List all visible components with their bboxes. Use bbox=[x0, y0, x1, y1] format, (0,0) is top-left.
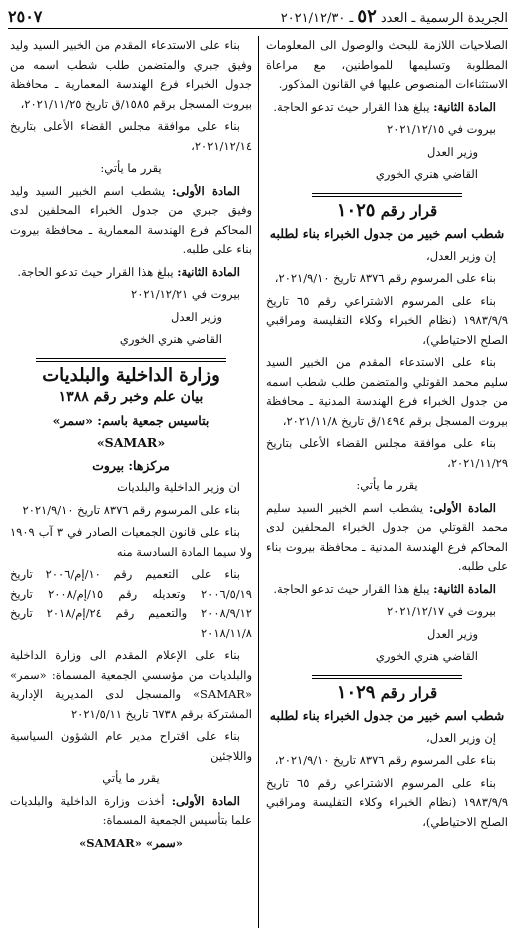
minister-title: وزير العدل bbox=[171, 309, 222, 324]
paragraph: بناء على المرسوم رقم ٨٣٧٦ تاريخ ٢٠٢١/٩/١٠، bbox=[274, 753, 496, 767]
column-divider bbox=[258, 36, 259, 928]
paragraph: ان وزير الداخلية والبلديات bbox=[117, 480, 240, 494]
minister-title: وزير العدل bbox=[427, 144, 478, 159]
minister-name: القاضي هنري الخوري bbox=[119, 332, 222, 346]
paragraph: إن وزير العدل، bbox=[426, 730, 496, 745]
page-number: ٢٥٠٧ bbox=[8, 6, 43, 26]
section-separator bbox=[312, 675, 462, 679]
page-header bbox=[8, 4, 508, 29]
notice-subtitle: بتاسيس جمعية باسم: «سمر» bbox=[52, 412, 210, 428]
place-date: بيروت في ٢٠٢١/١٢/١٥ bbox=[387, 122, 496, 136]
minister-name: القاضي هنري الخوري bbox=[375, 649, 478, 663]
decides-heading: يقرر ما يأتي bbox=[102, 771, 160, 785]
left-column bbox=[10, 36, 252, 856]
article-two: المادة الثانية: يبلغ هذا القرار حيث تدعو الحاجة. bbox=[273, 99, 496, 114]
ministry-heading: وزارة الداخلية والبلديات bbox=[42, 364, 220, 386]
header-date: ـ ٢٠٢١/١٢/٣٠ bbox=[280, 10, 354, 26]
association-name: «سمر» «SAMAR» bbox=[79, 835, 183, 850]
notice-latin-name: «SAMAR» bbox=[96, 435, 166, 450]
article-one: المادة الأولى: يشطب اسم الخبير السيد وليد وفيق جبري من جدول الخبراء المحلفين لدى المحاكم فرع الهندسة المعمارية ـ محافظة بيروت بناء على طلبه. bbox=[10, 183, 252, 256]
paragraph: بناء على الاستدعاء المقدم من الخبير السيد وليد وفيق جبري والمتضمن طلب شطب اسمه من جدول الخبراء فرع الهندسة المعمارية ـ محافظة بيروت المسجل برقم ١٥٨٥/ق تاريخ ٢٠٢١/١١/٢٥، bbox=[10, 38, 252, 111]
paragraph: بناء على التعميم رقم ١٠/إم/٢٠٠٦ تاريخ ٢٠٠٦/٥/١٩ وتعديله رقم ١٥/إم/٢٠٠٨ تاريخ ٢٠٠٨/٩/١٢ والتعميم رقم ٢٤/إم/٢٠١٨ تاريخ ٢٠١٨/١١/٨ bbox=[10, 567, 252, 640]
article-one: المادة الأولى: أخذت وزارة الداخلية والبلديات علما بتأسيس الجمعية المسماة: bbox=[10, 793, 252, 827]
paragraph: إن وزير العدل، bbox=[426, 248, 496, 263]
right-column bbox=[266, 36, 508, 835]
paragraph: بناء على المرسوم الاشتراعي رقم ٦٥ تاريخ ١٩٨٣/٩/٩ (نظام الخبراء وكلاء التفليسة ومراقبي الصلح الاحتياطي)، bbox=[266, 775, 508, 829]
decides-heading: يقرر ما يأتي: bbox=[100, 161, 162, 175]
paragraph: بناء على قانون الجمعيات الصادر في ٣ آب ١٩٠٩ ولا سيما المادة السادسة منه bbox=[10, 525, 252, 559]
paragraph: بناء على المرسوم الاشتراعي رقم ٦٥ تاريخ ١٩٨٣/٩/٩ (نظام الخبراء وكلاء التفليسة ومراقبي الصلح الاحتياطي)، bbox=[266, 293, 508, 347]
decides-heading: يقرر ما يأتي: bbox=[356, 478, 418, 492]
paragraph: بناء على اقتراح مدير عام الشؤون السياسية واللاجئين bbox=[10, 729, 252, 763]
section-separator bbox=[36, 358, 226, 362]
minister-title: وزير العدل bbox=[427, 626, 478, 641]
decision-title: قرار رقم ١٠٢٩ bbox=[336, 681, 438, 703]
notice-title: بيان علم وخبر رقم ١٣٨٨ bbox=[58, 389, 204, 405]
article-two: المادة الثانية: يبلغ هذا القرار حيث تدعو الحاجة. bbox=[17, 264, 240, 279]
decision-subtitle: شطب اسم خبير من جدول الخبراء بناء لطلبه bbox=[269, 708, 505, 723]
decision-subtitle: شطب اسم خبير من جدول الخبراء بناء لطلبه bbox=[269, 226, 505, 241]
place-date: بيروت في ٢٠٢١/١٢/١٧ bbox=[387, 604, 496, 618]
header-issue: ٥٢ bbox=[357, 5, 377, 27]
paragraph: بناء على موافقة مجلس القضاء الأعلى بتاريخ ٢٠٢١/١٢/١٤، bbox=[10, 119, 252, 153]
minister-name: القاضي هنري الخوري bbox=[375, 167, 478, 181]
paragraph: بناء على الاستدعاء المقدم من الخبير السيد سليم محمد القوتلي والمتضمن طلب شطب اسمه من جدول الخبراء فرع الهندسة المدنية ـ محافظة بيروت المسجل برقم ١٤٩٤/ق تاريخ ٢٠٢١/١١/٨، bbox=[266, 355, 508, 428]
section-separator bbox=[312, 193, 462, 197]
paragraph: بناء على موافقة مجلس القضاء الأعلى بتاريخ ٢٠٢١/١١/٢٩، bbox=[266, 436, 508, 470]
article-two: المادة الثانية: يبلغ هذا القرار حيث تدعو الحاجة. bbox=[273, 581, 496, 596]
paragraph: بناء على المرسوم رقم ٨٣٧٦ تاريخ ٢٠٢١/٩/١٠، bbox=[274, 271, 496, 285]
place-date: بيروت في ٢٠٢١/١٢/٢١ bbox=[131, 287, 240, 301]
association-seat: مركزها: بيروت bbox=[92, 457, 170, 473]
paragraph: بناء على المرسوم رقم ٨٣٧٦ تاريخ ٢٠٢١/٩/١٠ bbox=[22, 502, 240, 517]
paragraph: الصلاحيات اللازمة للبحث والوصول الى المعلومات المطلوبة وتسليمها للمواطنين، مع مراعاة الاستثناءات المنصوص عليها في القانون المذكور. bbox=[266, 38, 508, 91]
paragraph: بناء على الإعلام المقدم الى وزارة الداخلية والبلديات من مؤسسي الجمعية المسماة: «سمر» «SAMAR» والمسجل لدى المديرية الإدارية المشتركة برقم ٦٧٣٨ تاريخ ٢٠٢١/٥/١١ bbox=[10, 648, 252, 721]
header-journal: الجريدة الرسمية ـ العدد ٥٢ ـ ٢٠٢١/١٢/٣٠ bbox=[280, 5, 508, 27]
decision-title: قرار رقم ١٠٢٥ bbox=[336, 199, 438, 221]
article-one: المادة الأولى: يشطب اسم الخبير السيد سليم محمد القوتلي من جدول الخبراء المحلفين لدى المحاكم فرع الهندسة المدنية ـ محافظة بيروت بناء على طلبه. bbox=[266, 500, 508, 573]
